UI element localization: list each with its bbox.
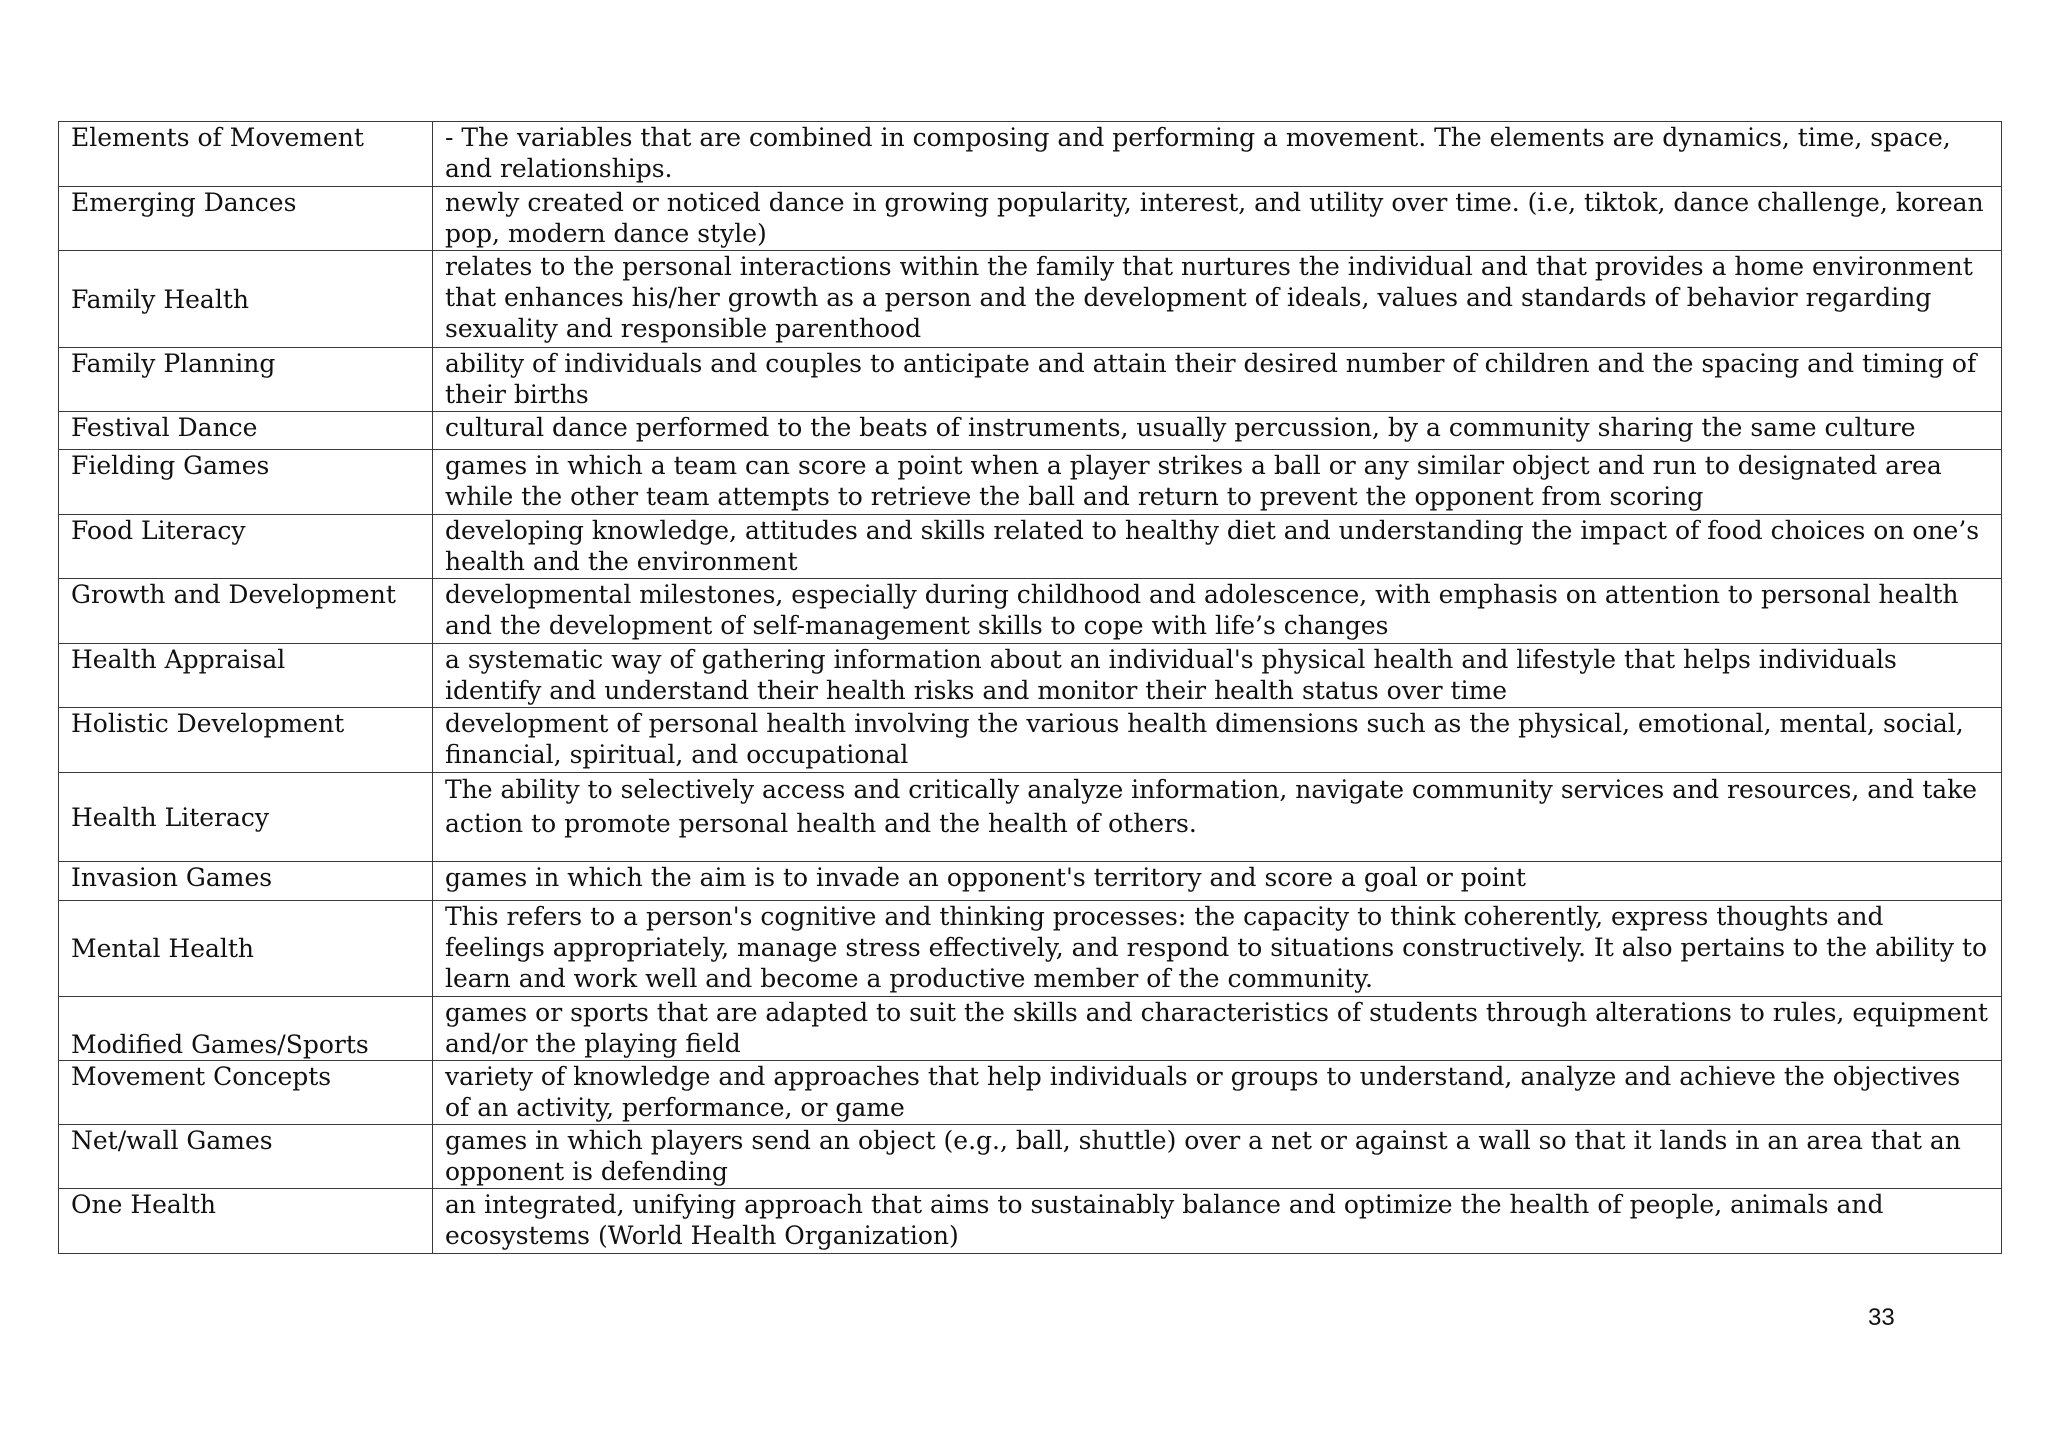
definition-cell: variety of knowledge and approaches that help individuals or groups to understand, analyze and achieve the objectives of an activity, performance, or game [433,1061,2002,1125]
table-row [59,708,2002,773]
definition-cell: games in which a team can score a point when a player strikes a ball or any similar object and run to designated area while the other team attempts to retrieve the ball and return to prevent the opponent from scoring [433,450,2002,515]
table-row [59,773,2002,862]
term-cell: Festival Dance [59,412,433,450]
definition-cell: cultural dance performed to the beats of instruments, usually percussion, by a community sharing the same culture [433,412,2002,450]
term-cell: Movement Concepts [59,1061,433,1125]
term-cell: Holistic Development [59,708,433,773]
table-row [59,1189,2002,1254]
definition-cell: development of personal health involving the various health dimensions such as the physical, emotional, mental, social, financial, spiritual, and occupational [433,708,2002,773]
glossary-table [58,121,2002,1254]
term-cell: Food Literacy [59,515,433,579]
term-cell: Family Health [59,251,433,348]
page-number: 33 [1868,1304,1895,1331]
term-cell: Health Literacy [59,773,433,862]
definition-cell: ability of individuals and couples to anticipate and attain their desired number of children and the spacing and timing of their births [433,348,2002,412]
definition-cell: developing knowledge, attitudes and skills related to healthy diet and understanding the impact of food choices on one’s health and the environment [433,515,2002,579]
definition-cell: an integrated, unifying approach that aims to sustainably balance and optimize the health of people, animals and ecosystems (World Health Organization) [433,1189,2002,1254]
table-row [59,1061,2002,1125]
term-cell: Mental Health [59,901,433,997]
table-row [59,579,2002,644]
term-cell: Family Planning [59,348,433,412]
table-row [59,644,2002,708]
table-row [59,901,2002,997]
table-row [59,450,2002,515]
definition-cell: a systematic way of gathering information about an individual's physical health and lifestyle that helps individuals identify and understand their health risks and monitor their health status over time [433,644,2002,708]
definition-cell: The ability to selectively access and critically analyze information, navigate community services and resources, and take action to promote personal health and the health of others. [433,773,2002,862]
term-cell: One Health [59,1189,433,1254]
term-cell: Net/wall Games [59,1125,433,1189]
term-cell: Emerging Dances [59,187,433,251]
definition-cell: developmental milestones, especially during childhood and adolescence, with emphasis on attention to personal health and the development of self-management skills to cope with life’s changes [433,579,2002,644]
definition-cell: - The variables that are combined in composing and performing a movement. The elements are dynamics, time, space, and relationships. [433,122,2002,187]
table-row [59,412,2002,450]
table-row [59,122,2002,187]
table-row [59,1125,2002,1189]
definition-cell: games in which players send an object (e.g., ball, shuttle) over a net or against a wall so that it lands in an area that an opponent is defending [433,1125,2002,1189]
definition-cell: This refers to a person's cognitive and thinking processes: the capacity to think coherently, express thoughts and feelings appropriately, manage stress effectively, and respond to situations constructively. It also pertains to the ability to learn and work well and become a productive member of the community. [433,901,2002,997]
definition-cell: games or sports that are adapted to suit the skills and characteristics of students through alterations to rules, equipment and/or the playing field [433,997,2002,1061]
table-row [59,187,2002,251]
definition-cell: relates to the personal interactions within the family that nurtures the individual and that provides a home environment that enhances his/her growth as a person and the development of ideals, values and standards of behavior regarding sexuality and responsible parenthood [433,251,2002,348]
table-row [59,348,2002,412]
table-row [59,862,2002,901]
table-row [59,997,2002,1061]
table-row [59,515,2002,579]
term-cell: Invasion Games [59,862,433,901]
table-row [59,251,2002,348]
term-cell: Elements of Movement [59,122,433,187]
definition-cell: games in which the aim is to invade an opponent's territory and score a goal or point [433,862,2002,901]
term-cell: Modified Games/Sports [59,997,433,1061]
term-cell: Health Appraisal [59,644,433,708]
term-cell: Growth and Development [59,579,433,644]
term-cell: Fielding Games [59,450,433,515]
definition-cell: newly created or noticed dance in growing popularity, interest, and utility over time. (i.e, tiktok, dance challenge, korean pop, modern dance style) [433,187,2002,251]
